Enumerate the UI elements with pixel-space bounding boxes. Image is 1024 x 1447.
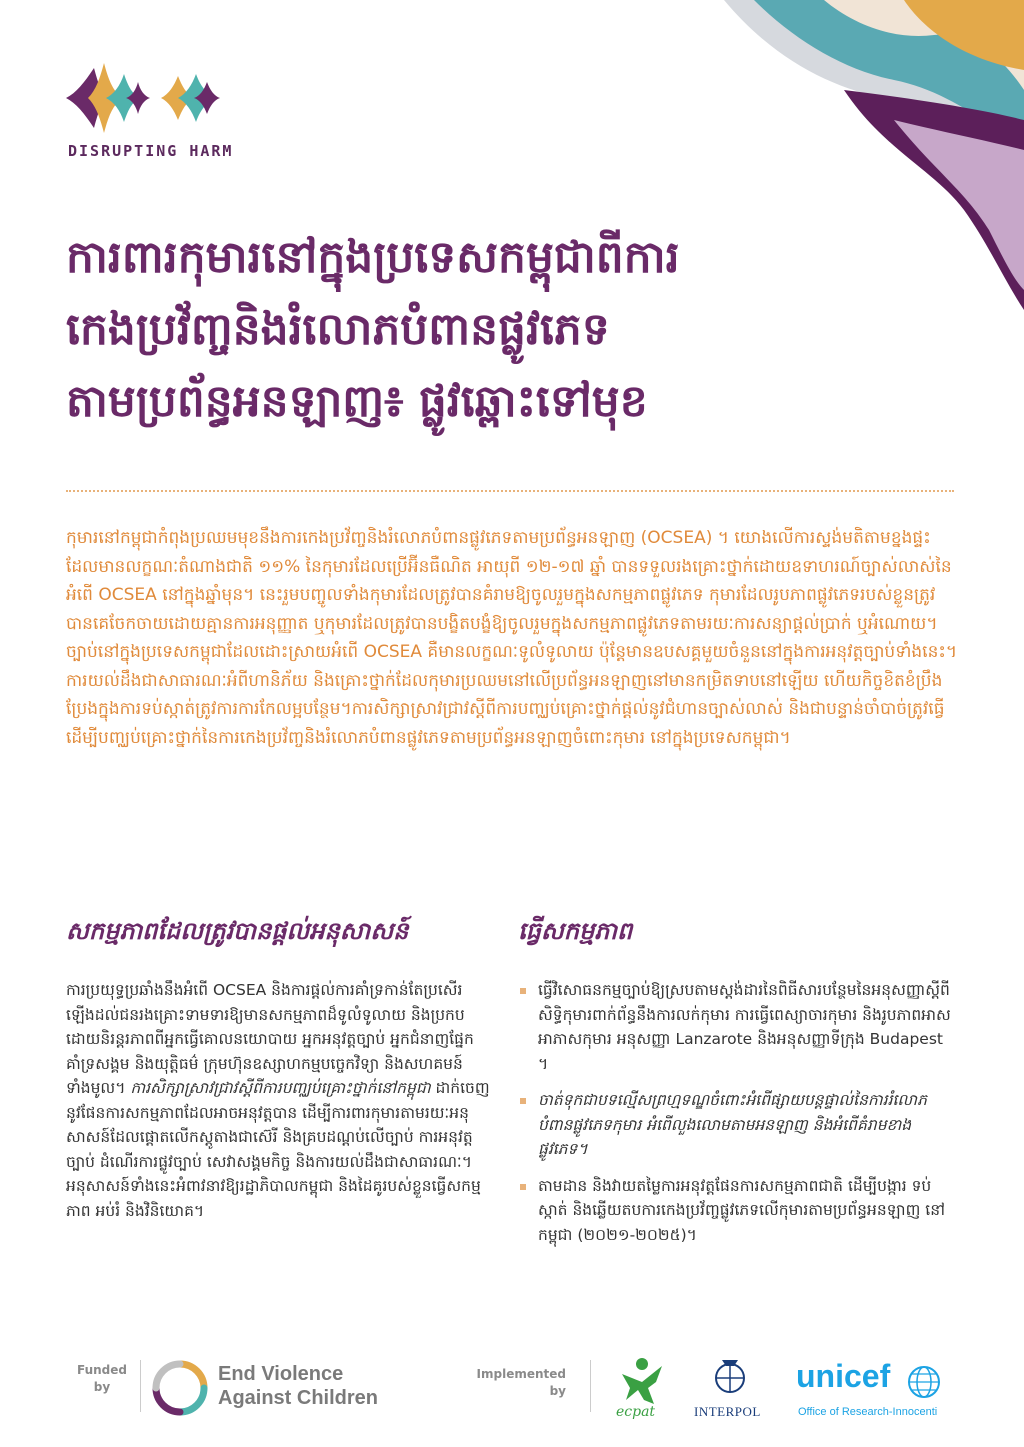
recommended-actions-heading: សកម្មភាពដែលត្រូវបានផ្ដល់អនុសាសន៍ — [66, 916, 409, 945]
footer-logos — [0, 1352, 1024, 1432]
interpol-logo-text: INTERPOL — [694, 1404, 761, 1419]
unicef-office-text: Office of Research-Innocenti — [798, 1406, 938, 1418]
funded-by-label: Funded by — [76, 1363, 127, 1394]
take-action-heading: ធ្វើសកម្មភាព — [518, 916, 633, 945]
recommended-actions-body — [66, 978, 490, 1223]
interpol-emblem-icon — [710, 1356, 750, 1400]
action-item-text: ចាត់ទុកជាបទល្មើសព្រហ្មទណ្ឌចំពោះអំពើផ្សាយបន្តផ្ទាល់នៃការរំលោភបំពានផ្លូវភេទកុមារ អំពើលួងលោមតាមអនឡាញ និងអំពើគំរាមខាងផ្លូវភេទ។ — [538, 1091, 927, 1158]
recommended-actions-text-1: ការប្រយុទ្ធប្រឆាំងនឹងអំពើ OCSEA និងការផ្ដល់ការគាំទ្រកាន់តែប្រសើរឡើងដល់ជនរងគ្រោះទាមទារឱ្យមានសកម្មភាពដ៏ទូលំទូលាយ និងប្រកបដោយនិរន្តរភាពពីអ្នកធ្វើគោលនយោបាយ អ្នកអនុវត្តច្បាប់ អ្នកជំនាញផ្នែកគាំទ្រសង្គម និងយុត្តិធម៌ ក្រុមហ៊ុនឧស្សាហកម្មបច្ចេកវិទ្យា និងសហគមន៍ទាំងមូល។ — [66, 981, 474, 1097]
title-line-3: តាមប្រព័ន្ធអនឡាញ៖ ផ្លូវឆ្ពោះទៅមុខ — [66, 376, 648, 427]
disrupting-harm-logo-mark — [66, 58, 236, 138]
title-line-2: កេងប្រវ័ញ្ចនិងរំលោភបំពានផ្លូវភេទ — [66, 304, 610, 355]
end-violence-logo-text — [218, 1362, 378, 1410]
implemented-by-label: Implemented by — [476, 1367, 566, 1398]
page-title — [66, 222, 866, 438]
action-item-text: ធ្វើវិសោធនកម្មច្បាប់ឱ្យស្របតាមស្ដង់ដារនៃពិធីសារបន្ថែមនៃអនុសញ្ញាស្ដីពីសិទ្ធិកុមារពាក់ព័ន្ធនឹងការលក់កុមារ ការធ្វើពេស្យាចារកុមារ និងរូបភាពអាសអាភាសកុមារ អនុសញ្ញា Lanzarote និងអនុសញ្ញាទីក្រុង Budapest ។ — [538, 981, 951, 1073]
logo-text: DISRUPTING HARM — [68, 142, 234, 160]
title-line-1: ការពារកុមារនៅក្នុងប្រទេសកម្ពុជាពីការ — [66, 232, 680, 283]
divider — [590, 1360, 591, 1412]
action-item — [518, 1174, 958, 1248]
end-violence-logo-icon — [150, 1358, 210, 1418]
take-action-column — [518, 914, 958, 1259]
recommended-actions-text-2: ដាក់ចេញនូវផែនការសកម្មភាពដែលអាចអនុវត្តបាន ដើម្បីការពារកុមារតាមរយៈអនុសាសន៍ដែលផ្ដោតលើកស្តូតាងជាស៊េរី និងគ្របដណ្ដប់លើច្បាប់ ការអនុវត្តច្បាប់ ដំណើរការផ្លូវច្បាប់ សេវាសង្គមកិច្ច និងការយល់ដឹងជាសាធារណៈ។ អនុសាសន៍ទាំងនេះអំពាវនាវឱ្យរដ្ឋាភិបាលកម្ពុជា និងដៃគូរបស់ខ្លួនធ្វើសកម្មភាព អប់រំ និងវិនិយោគ។ — [66, 1079, 490, 1220]
intro-paragraph: កុមារនៅកម្ពុជាកំពុងប្រឈមមុខនឹងការកេងប្រវ័ញ្ចនិងរំលោភបំពានផ្លូវភេទតាមប្រព័ន្ធអនឡាញ (OCSEA) ។ យោងលើការស្ទង់មតិតាមខ្នងផ្ទះដែលមានលក្ខណៈតំណាងជាតិ ១១% នៃកុមារដែលប្រើអ៊ីនធឺណិត អាយុពី ១២-១៧ ឆ្នាំ បានទទួលរងគ្រោះថ្នាក់ដោយឧទាហរណ៍ច្បាស់លាស់នៃអំពើ OCSEA នៅក្នុងឆ្នាំមុន។ នេះរួមបញ្ចូលទាំងកុមារដែលត្រូវបានគំរាមឱ្យចូលរួមក្នុងសកម្មភាពផ្លូវភេទ កុមារដែលរូបភាពផ្លូវភេទរបស់ខ្លួនត្រូវបានគេចែកចាយដោយគ្មានការអនុញ្ញាត ឬកុមារដែលត្រូវបានបង្ខិតបង្ខំឱ្យចូលរួមក្នុងសកម្មភាពផ្លូវភេទតាមរយៈការសន្យាផ្ដល់ប្រាក់ ឬអំណោយ។ ច្បាប់នៅក្នុងប្រទេសកម្ពុជាដែលដោះស្រាយអំពើ OCSEA គឺមានលក្ខណៈទូលំទូលាយ ប៉ុន្តែមានឧបសគ្គមួយចំនួននៅក្នុងការអនុវត្តច្បាប់ទាំងនេះ។ ការយល់ដឹងជាសាធារណៈអំពីហានិភ័យ និងគ្រោះថ្នាក់ដែលកុមារប្រឈមនៅលើប្រព័ន្ធអនឡាញនៅមានកម្រិតទាបនៅឡើយ ហើយកិច្ចខិតខំប្រឹងប្រែងក្នុងការទប់ស្កាត់ត្រូវការការកែលម្អបន្ថែម។ការសិក្សាស្រាវជ្រាវស្ដីពីការបញ្ឈប់គ្រោះថ្នាក់ផ្ដល់នូវជំហានច្បាស់លាស់ និងជាបន្ទាន់ចាំបាច់ត្រូវធ្វើ ដើម្បីបញ្ឈប់គ្រោះថ្នាក់នៃការកេងប្រវ័ញ្ចនិងរំលោភបំពានផ្លូវភេទតាមប្រព័ន្ធអនឡាញចំពោះកុមារ នៅក្នុងប្រទេសកម្ពុជា។ — [66, 528, 958, 748]
disrupting-harm-logo — [66, 58, 236, 168]
divider — [140, 1360, 141, 1412]
research-title-italic: ការសិក្សាស្រាវជ្រាវស្ដីពីការបញ្ឈប់គ្រោះថ្នាក់នៅកម្ពុជា — [130, 1079, 431, 1097]
evac-line-2: Against Children — [218, 1387, 379, 1409]
bullet-square-icon — [520, 988, 526, 994]
action-item-text: តាមដាន និងវាយតម្លៃការអនុវត្តផែនការសកម្មភាពជាតិ ដើម្បីបង្ការ ទប់ស្កាត់ និងឆ្លើយតបការកេងប្រវ័ញ្ចផ្លូវភេទលើកុមារតាមប្រព័ន្ធអនឡាញ នៅកម្ពុជា (២០២១-២០២៥)។ — [538, 1176, 945, 1244]
action-item — [518, 978, 958, 1076]
unicef-logo-text: unicef — [796, 1358, 891, 1394]
dotted-divider — [66, 490, 954, 492]
action-item — [518, 1088, 958, 1162]
evac-line-1: End Violence — [218, 1363, 344, 1385]
bullet-square-icon — [520, 1098, 526, 1104]
ecpat-logo-text: ecpat — [616, 1404, 656, 1420]
unicef-globe-icon — [906, 1364, 942, 1400]
action-list — [518, 978, 958, 1247]
bullet-square-icon — [520, 1184, 526, 1190]
recommended-actions-column — [66, 914, 490, 1223]
